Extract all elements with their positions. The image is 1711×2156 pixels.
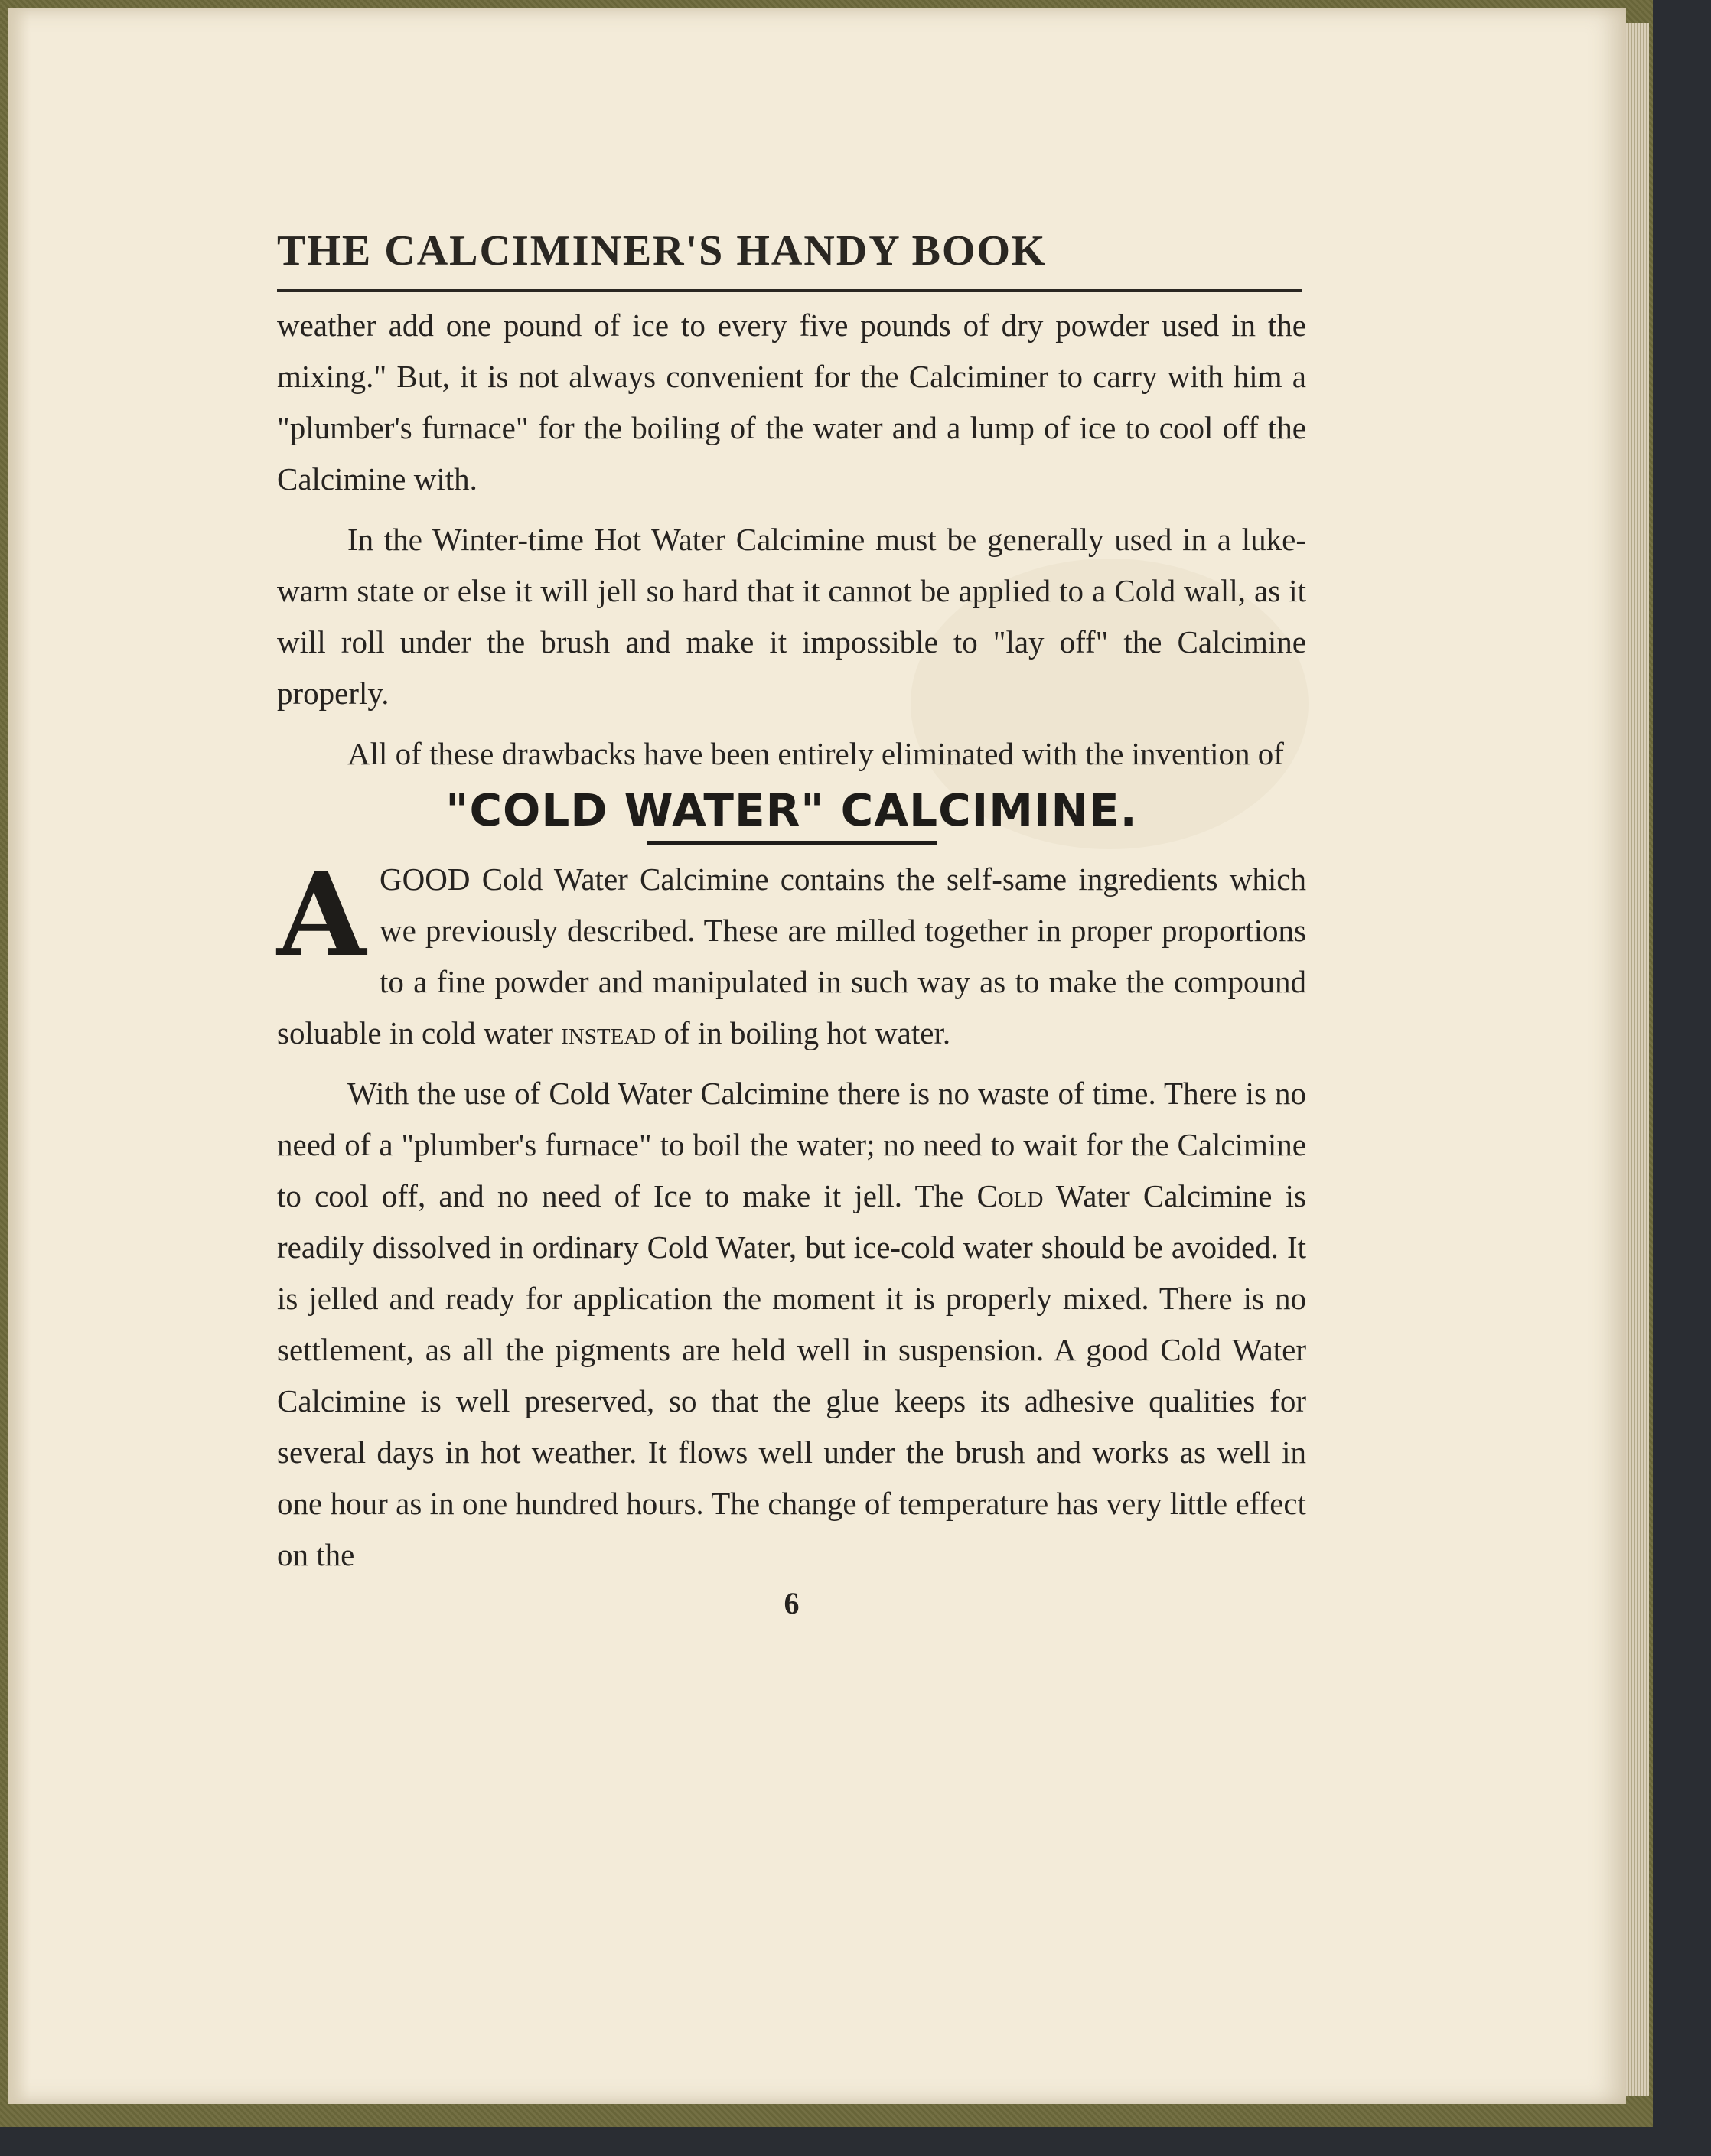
paragraph-2: In the Winter-time Hot Water Calcimine must be generally used in a luke-warm state or else it will jell so hard that it cannot be applied to a Cold wall, as it will roll under the brush and make it impossible to "lay off" the Calcimine properly. (277, 522, 1306, 711)
page-number: 6 (784, 1586, 800, 1620)
running-head-rule (277, 289, 1302, 292)
section-heading: "COLD WATER" CALCIMINE. (445, 784, 1138, 836)
paragraph-4 (277, 848, 1306, 1059)
paragraph-5-text-end: Water Calcimine is readily dissolved in ordinary Cold Water, but ice-cold water should be avoided. It is jelled and ready for application the moment it is properly mixed. There is no settlement, as all the pigments are held well in suspension. A good Cold Water Calcimine is well preserved, so that the glue keeps its adhesive qualities for several days in hot weather. It flows well under the brush and works as well in one hour as in one hundred hours. The change of temperature has very little effect on the (277, 1178, 1306, 1572)
paragraph-1: weather add one pound of ice to every five pounds of dry powder used in the mixing." But, it is not always convenient for the Calciminer to carry with him a "plumber's furnace" for the boiling of the water and a lump of ice to cool off the Calcimine with. (277, 308, 1306, 497)
running-head: THE CALCIMINER'S HANDY BOOK (277, 227, 1047, 275)
paragraph-4-text-end: of in boiling hot water. (656, 1015, 951, 1050)
paragraph-4-text-start: GOOD Cold Water Calcimine contains the self-same ingredients which we previously described. These are milled together in proper proportions to a fine powder and manipulated in such way as to make the compound soluable in cold water (277, 861, 1306, 1050)
paragraph-5-emphasis: Cold (976, 1178, 1044, 1213)
text-block (277, 227, 1306, 1621)
section-heading-rule (647, 841, 937, 845)
paragraph-5 (277, 1068, 1306, 1581)
page-edge (1626, 23, 1649, 2096)
paragraph-3: All of these drawbacks have been entirely eliminated with the invention of (347, 736, 1284, 771)
drop-cap-letter: A (277, 848, 367, 982)
paragraph-5-text-start: With the use of Cold Water Calcimine there is no waste of time. There is no need of a "plumber's furnace" to boil the water; no need to wait for the Calcimine to cool off, and no need of Ice to make it jell. The (277, 1076, 1306, 1213)
paragraph-4-emphasis: instead (561, 1015, 657, 1050)
page-gutter (8, 8, 31, 2104)
drop-cap-paragraph (277, 848, 1306, 1059)
